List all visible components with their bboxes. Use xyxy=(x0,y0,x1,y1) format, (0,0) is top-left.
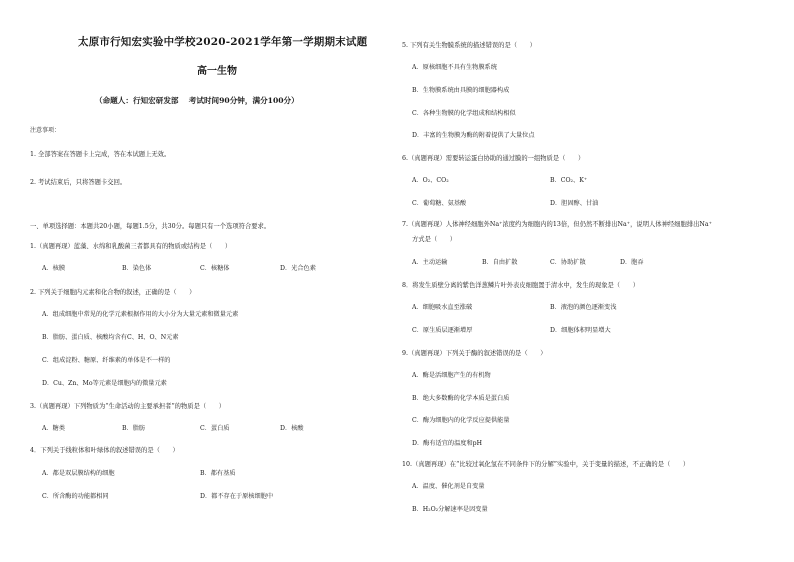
question-1-option-d: D．光合色素 xyxy=(280,265,316,272)
question-4-option-d: D．都不存在于原核细胞中 xyxy=(200,493,274,500)
question-10-option-b: B．H₂O₂分解速率是因变量 xyxy=(412,506,488,513)
question-1-stem: 1.（真题再现）蓝藻、水绵和乳酸菌三者都具有的物质或结构是（ ） xyxy=(30,243,232,250)
question-9-stem: 9.（真题再现）下列关于酶的叙述错误的是（ ） xyxy=(402,350,547,357)
question-3-option-c: C．蛋白质 xyxy=(200,425,230,432)
question-1-option-b: B．染色体 xyxy=(122,265,152,272)
question-6-stem: 6.（真题再现）需要转运蛋白协助的通过膜的一组物质是（ ） xyxy=(402,155,585,162)
question-8-option-a: A．细胞吸水直至涨破 xyxy=(412,304,473,311)
question-7-option-c: C．协助扩散 xyxy=(550,259,586,266)
question-9-option-b: B．绝大多数酶的化学本质是蛋白质 xyxy=(412,395,510,402)
question-2-option-d: D．Cu、Zn、Mo等元素是细胞内的微量元素 xyxy=(42,380,167,387)
question-5-option-c: C．各种生物膜的化学组成和结构相似 xyxy=(412,110,516,117)
question-9-option-a: A．酶是活细胞产生的有机物 xyxy=(412,372,491,379)
question-10-option-a: A．温度、催化剂是自变量 xyxy=(412,483,485,490)
left-column xyxy=(30,0,392,562)
notice-item-1: 1. 全部答案在答题卡上完成，答在本试题上无效。 xyxy=(30,151,171,158)
question-9-option-c: C．酶为细胞内的化学反应提供能量 xyxy=(412,417,510,424)
question-8-option-d: D．细胞体积明显增大 xyxy=(550,327,611,334)
question-8-option-c: C．原生质层逐渐增厚 xyxy=(412,327,473,334)
question-7-stem-continued: 方式是（ ） xyxy=(412,236,457,243)
question-7-option-b: B．自由扩散 xyxy=(482,259,518,266)
question-8-option-b: B．液泡的颜色逐渐变浅 xyxy=(550,304,617,311)
question-4-option-b: B．都有基质 xyxy=(200,470,236,477)
subject-title: 高一生物 xyxy=(197,66,237,77)
question-5-stem: 5. 下列有关生物膜系统的描述错误的是（ ） xyxy=(402,42,536,49)
question-7-option-a: A．主动运输 xyxy=(412,259,448,266)
question-5-option-b: B．生物膜系统由具膜的细胞器构成 xyxy=(412,87,510,94)
question-2-stem: 2. 下列关于细胞内元素和化合物的叙述，正确的是（ ） xyxy=(30,289,196,296)
question-1-option-a: A．核膜 xyxy=(42,265,66,272)
question-8-stem: 8．将发生质壁分离的紫色洋葱鳞片叶外表皮细胞置于清水中，发生的现象是（ ） xyxy=(402,282,639,289)
exam-info: （命题人：行知宏研发部 考试时间90分钟，满分100分） xyxy=(95,96,299,105)
notice-heading: 注意事项： xyxy=(30,127,61,134)
question-6-option-b: B．CO₂、K⁺ xyxy=(550,177,588,184)
question-4-option-a: A．都是双层膜结构的细胞 xyxy=(42,470,115,477)
question-3-option-b: B．脂肪 xyxy=(122,425,146,432)
question-1-option-c: C．核糖体 xyxy=(200,265,230,272)
question-2-option-c: C．组成淀粉、糖原、纤维素的单体是不一样的 xyxy=(42,357,171,364)
exam-title: 太原市行知宏实验中学校2020-2021学年第一学期期末试题 xyxy=(78,36,368,48)
question-10-stem: 10.（真题再现）在“比较过氧化氢在不同条件下的分解”实验中，关于变量的描述，不正确的是（ ） xyxy=(402,461,690,468)
question-6-option-a: A．O₂、CO₂ xyxy=(412,177,449,184)
question-2-option-b: B．脂肪、蛋白质、核酸均含有C、H、O、N元素 xyxy=(42,334,179,341)
question-3-option-a: A．糖类 xyxy=(42,425,66,432)
question-5-option-d: D．丰富的生物膜为酶的附着提供了大量位点 xyxy=(412,132,535,139)
question-3-option-d: D．核酸 xyxy=(280,425,304,432)
question-6-option-d: D．胆固醇、甘油 xyxy=(550,200,599,207)
question-5-option-a: A．原核细胞不具有生物膜系统 xyxy=(412,64,497,71)
question-3-stem: 3.（真题再现）下列物质为“生命活动的主要承担者”的物质是（ ） xyxy=(30,403,226,410)
question-2-option-a: A．组成细胞中常见的化学元素根据作用的大小分为大量元素和微量元素 xyxy=(42,311,239,318)
section-heading: 一、单项选择题：本题共20小题，每题1.5分，共30分。每题只有一个选项符合要求。 xyxy=(30,223,271,230)
right-column xyxy=(402,0,764,562)
question-4-stem: 4．下列关于线粒体和叶绿体的叙述错误的是（ ） xyxy=(30,447,179,454)
question-7-option-d: D．胞吞 xyxy=(620,259,644,266)
question-9-option-d: D．酶有适宜的温度和pH xyxy=(412,440,483,447)
question-6-option-c: C．葡萄糖、氨基酸 xyxy=(412,200,467,207)
notice-item-2: 2. 考试结束后，只将答题卡交回。 xyxy=(30,179,127,186)
question-4-option-c: C．所含酶的功能都相同 xyxy=(42,493,109,500)
question-7-stem: 7.（真题再现）人体神经细胞外Na⁺浓度约为细胞内的13倍，但仍然不断排出Na⁺，说明人体神经细胞排出Na⁺ xyxy=(402,221,712,228)
